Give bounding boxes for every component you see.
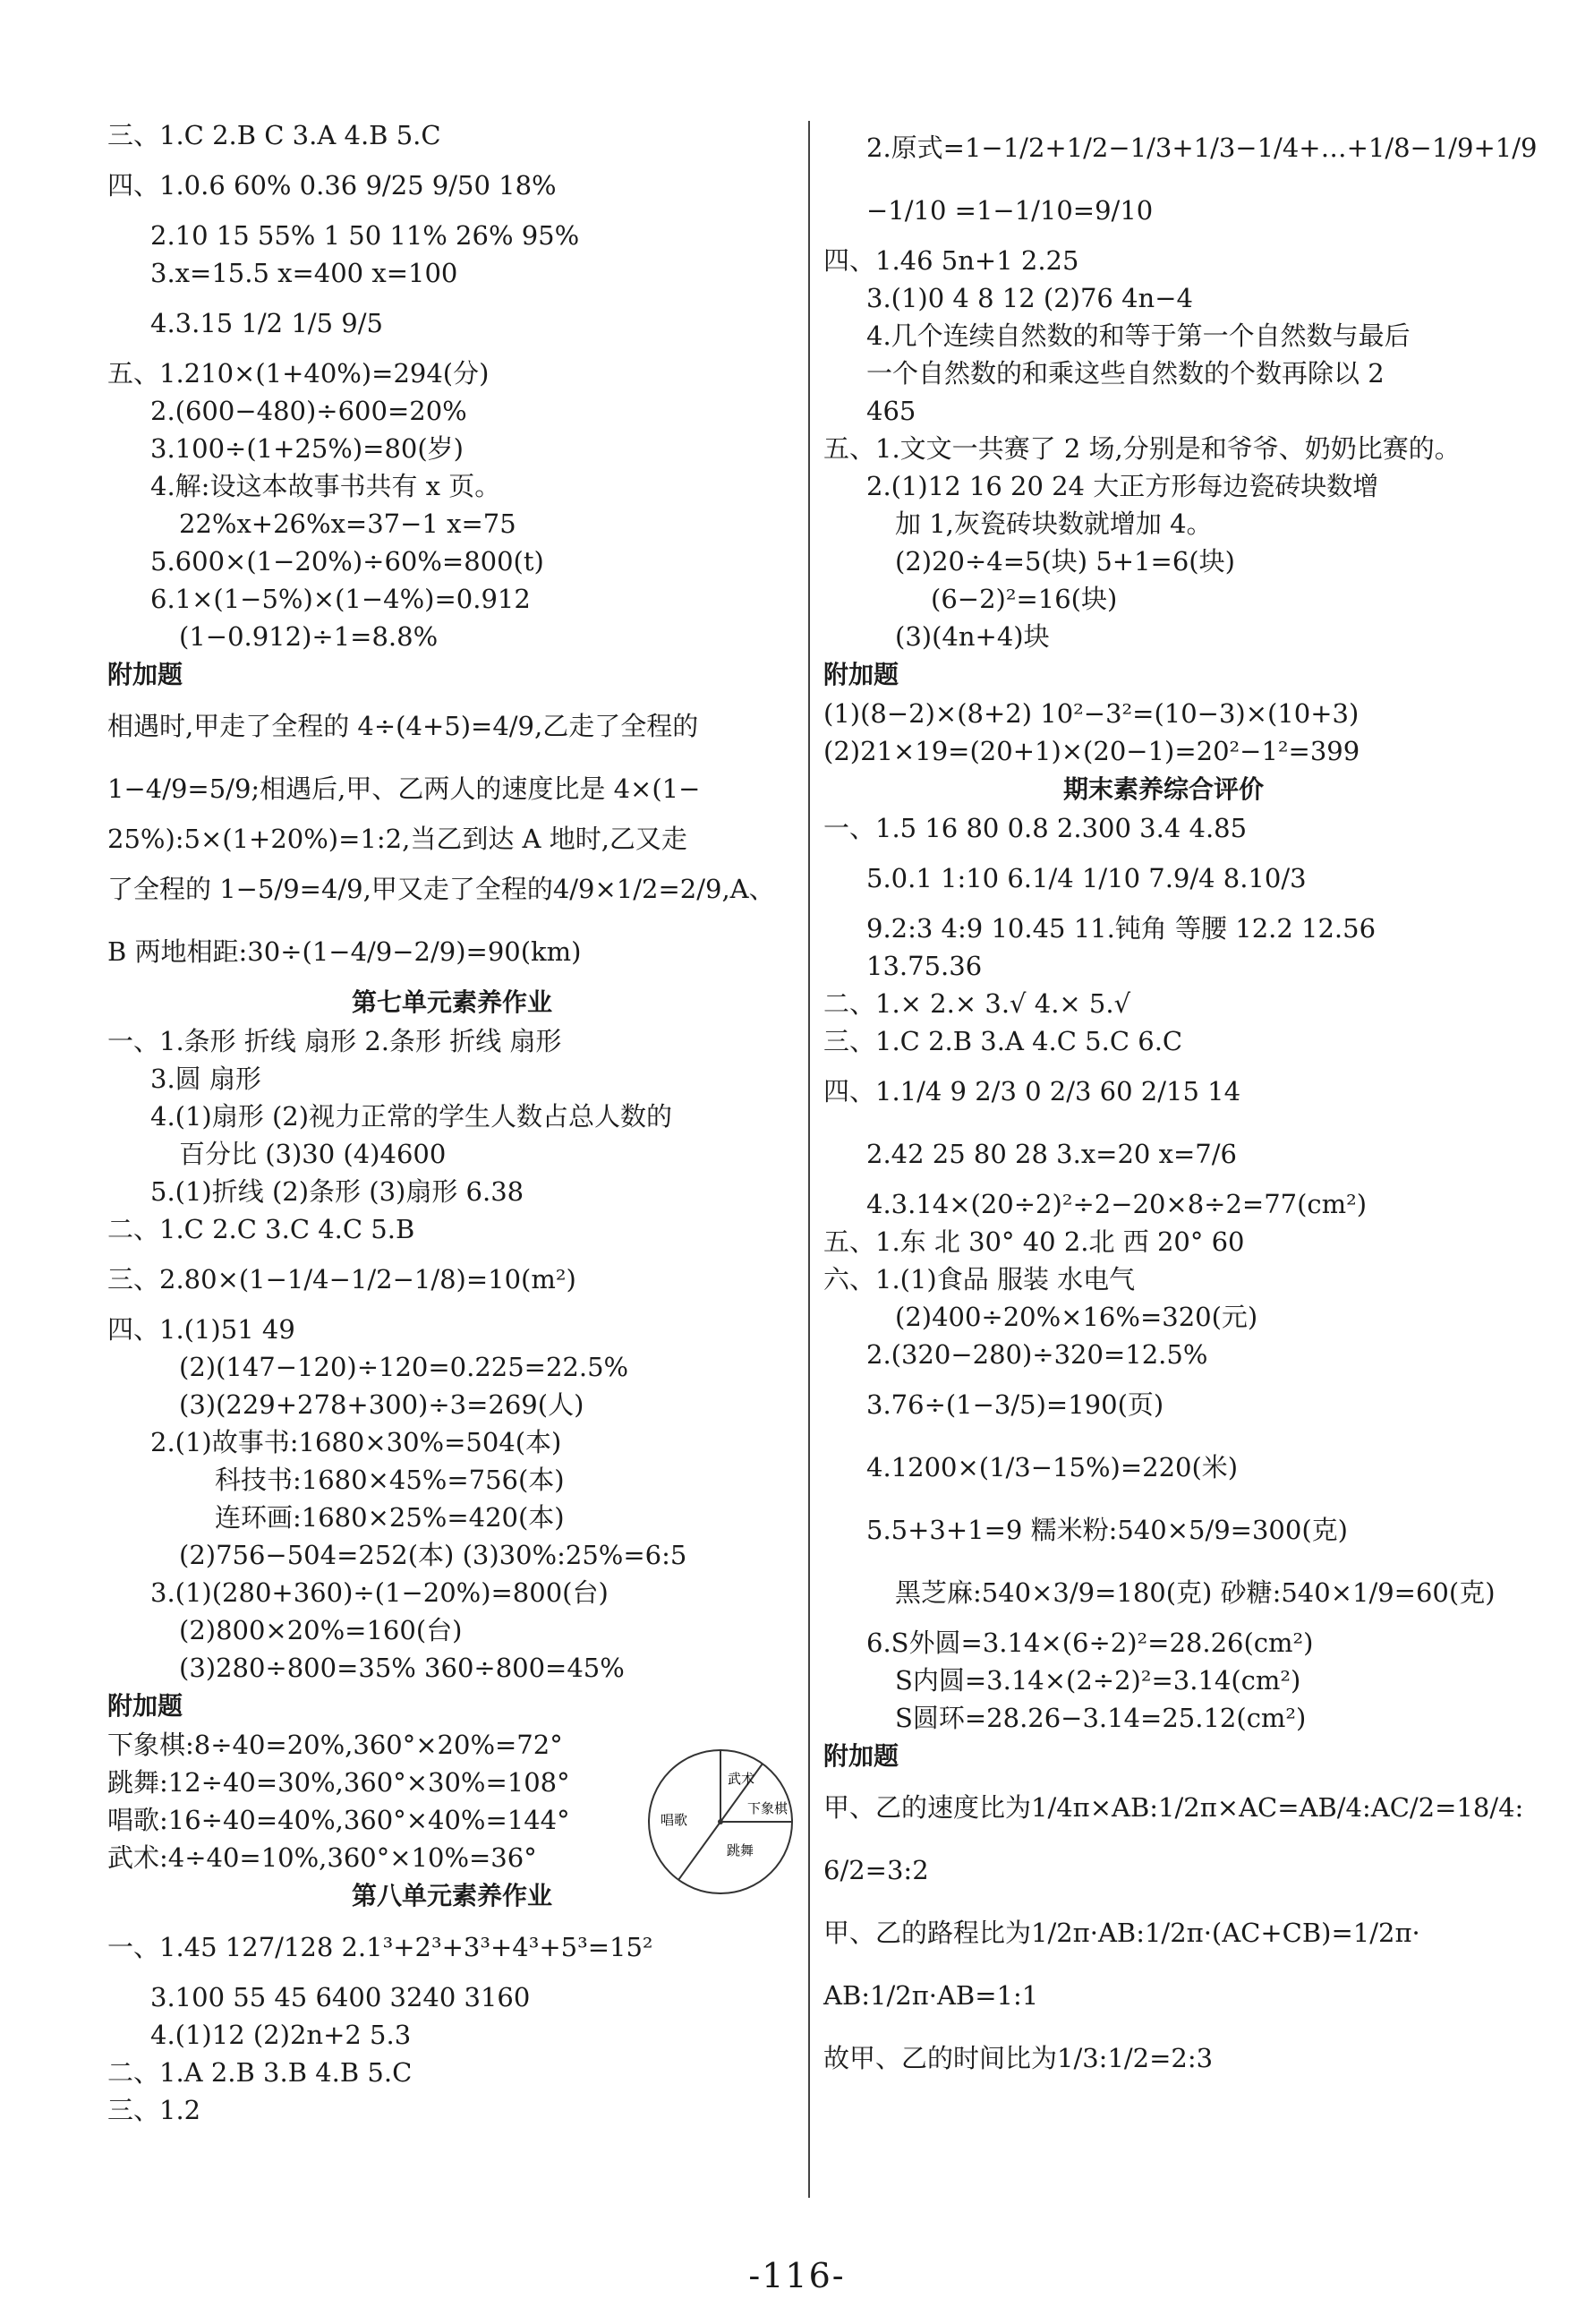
answer-line: 一个自然数的和乘这些自然数的个数再除以 2 — [866, 358, 1385, 389]
answer-line: 加 1,灰瓷砖块数就增加 4。 — [895, 508, 1213, 539]
answer-line: 3.(1)(280+360)÷(1−20%)=800(台) — [150, 1577, 609, 1608]
answer-line: 二、1.× 2.× 3.√ 4.× 5.√ — [823, 988, 1131, 1019]
answer-line: 6/2=3:2 — [823, 1855, 929, 1885]
answer-line: 故甲、乙的时间比为1/3:1/2=2:3 — [823, 2043, 1214, 2073]
answer-line: 跳舞:12÷40=30%,360°×30%=108° — [107, 1767, 570, 1798]
answer-line: S内圆=3.14×(2÷2)²=3.14(cm²) — [895, 1665, 1301, 1696]
answer-line: (2)800×20%=160(台) — [179, 1615, 463, 1645]
answer-line: 5.5+3+1=9 糯米粉:540×5/9=300(克) — [866, 1515, 1348, 1545]
answer-line: 五、1.文文一共赛了 2 场,分别是和爷爷、奶奶比赛的。 — [823, 433, 1461, 464]
answer-line: (2)756−504=252(本) (3)30%:25%=6:5 — [179, 1540, 687, 1570]
answer-line: 4.(1)扇形 (2)视力正常的学生人数占总人数的 — [150, 1101, 673, 1132]
answer-line: 百分比 (3)30 (4)4600 — [179, 1139, 447, 1169]
answer-line: −1/10 =1−1/10=9/10 — [866, 195, 1154, 226]
answer-line: 3.100÷(1+25%)=80(岁) — [150, 433, 464, 464]
answer-line: 了全程的 1−5/9=4/9,甲又走了全程的4/9×1/2=2/9,A、 — [107, 874, 775, 904]
column-divider — [808, 121, 810, 2198]
answer-line: 黑芝麻:540×3/9=180(克) 砂糖:540×1/9=60(克) — [895, 1577, 1496, 1608]
answer-line: 4.1200×(1/3−15%)=220(米) — [866, 1452, 1239, 1482]
answer-line: 一、1.45 127/128 2.1³+2³+3³+4³+5³=15² — [107, 1932, 653, 1962]
answer-line: 3.(1)0 4 8 12 (2)76 4n−4 — [866, 283, 1193, 313]
answer-line: 2.(1)故事书:1680×30%=504(本) — [150, 1427, 562, 1457]
answer-line: 三、1.C 2.B C 3.A 4.B 5.C — [107, 120, 441, 150]
answer-line: (2)20÷4=5(块) 5+1=6(块) — [895, 546, 1235, 577]
answer-line: (2)400÷20%×16%=320(元) — [895, 1302, 1258, 1332]
answer-line: 下象棋:8÷40=20%,360°×20%=72° — [107, 1730, 563, 1760]
answer-line: 五、1.东 北 30° 40 2.北 西 20° 60 — [823, 1226, 1245, 1257]
answer-line: 4.解:设这本故事书共有 x 页。 — [150, 471, 501, 501]
answer-line: (2)(147−120)÷120=0.225=22.5% — [179, 1352, 629, 1382]
answer-line: 三、1.2 — [107, 2095, 201, 2125]
answer-line: 3.100 55 45 6400 3240 3160 — [150, 1982, 531, 2012]
answer-line: 连环画:1680×25%=420(本) — [215, 1502, 565, 1533]
answer-line: 一、1.条形 折线 扇形 2.条形 折线 扇形 — [107, 1026, 562, 1056]
answer-line: (6−2)²=16(块) — [931, 584, 1118, 614]
answer-line: 2.原式=1−1/2+1/2−1/3+1/3−1/4+…+1/8−1/9+1/9 — [866, 132, 1538, 163]
answer-line: 6.1×(1−5%)×(1−4%)=0.912 — [150, 584, 531, 614]
page-number: -116- — [748, 2256, 846, 2295]
answer-line: 4.3.14×(20÷2)²÷2−20×8÷2=77(cm²) — [866, 1189, 1368, 1219]
answer-line: (3)280÷800=35% 360÷800=45% — [179, 1653, 625, 1683]
answer-line: 2.10 15 55% 1 50 11% 26% 95% — [150, 220, 580, 251]
answer-line: 相遇时,甲走了全程的 4÷(4+5)=4/9,乙走了全程的 — [107, 711, 699, 741]
answer-line: 5.(1)折线 (2)条形 (3)扇形 6.38 — [150, 1176, 524, 1207]
pie-divider-4 — [678, 1822, 720, 1880]
answer-line: S圆环=28.26−3.14=25.12(cm²) — [895, 1703, 1307, 1733]
answer-line: 四、1.0.6 60% 0.36 9/25 9/50 18% — [107, 170, 557, 201]
answer-line: 4.几个连续自然数的和等于第一个自然数与最后 — [866, 320, 1411, 351]
pie-label-wushu: 武术 — [728, 1771, 755, 1787]
answer-line: 二、1.C 2.C 3.C 4.C 5.B — [107, 1214, 415, 1244]
answer-line: 四、1.46 5n+1 2.25 — [823, 245, 1079, 276]
answer-line: 465 — [866, 396, 916, 426]
answer-line: 2.42 25 80 28 3.x=20 x=7/6 — [866, 1139, 1237, 1169]
answer-line: 四、1.(1)51 49 — [107, 1314, 295, 1345]
section-heading: 第七单元素养作业 — [351, 987, 552, 1017]
bonus-heading: 附加题 — [823, 660, 899, 689]
answer-line: 甲、乙的路程比为1/2π·AB:1/2π·(AC+CB)=1/2π· — [823, 1918, 1420, 1948]
section-heading: 期末素养综合评价 — [1062, 774, 1264, 804]
answer-line: 25%):5×(1+20%)=1:2,当乙到达 A 地时,乙又走 — [107, 824, 687, 854]
pie-chart — [644, 1746, 797, 1898]
answer-line: 9.2:3 4:9 10.45 11.钝角 等腰 12.2 12.56 — [866, 913, 1377, 944]
answer-line: 唱歌:16÷40=40%,360°×40%=144° — [107, 1805, 570, 1835]
answer-line: 5.600×(1−20%)÷60%=800(t) — [150, 546, 544, 577]
answer-line: 五、1.210×(1+40%)=294(分) — [107, 358, 490, 389]
answer-line: 3.76÷(1−3/5)=190(页) — [866, 1389, 1164, 1420]
answer-line: 1−4/9=5/9;相遇后,甲、乙两人的速度比是 4×(1− — [107, 773, 701, 804]
pie-label-changge: 唱歌 — [661, 1812, 688, 1828]
answer-line: 六、1.(1)食品 服装 水电气 — [823, 1264, 1136, 1294]
answer-line: 3.x=15.5 x=400 x=100 — [150, 258, 458, 288]
answer-line: 二、1.A 2.B 3.B 4.B 5.C — [107, 2057, 413, 2088]
pie-label-xiaxiangqi: 下象棋 — [747, 1800, 788, 1816]
answer-line: 甲、乙的速度比为1/4π×AB:1/2π×AC=AB/4:AC/2=18/4: — [823, 1792, 1524, 1823]
answer-line: 三、2.80×(1−1/4−1/2−1/8)=10(m²) — [107, 1264, 576, 1294]
answer-line: 13.75.36 — [866, 951, 983, 981]
answer-line: 一、1.5 16 80 0.8 2.300 3.4 4.85 — [823, 813, 1248, 843]
answer-line: 6.S外圆=3.14×(6÷2)²=28.26(cm²) — [866, 1628, 1314, 1658]
answer-line: B 两地相距:30÷(1−4/9−2/9)=90(km) — [107, 936, 582, 967]
answer-line: 5.0.1 1:10 6.1/4 1/10 7.9/4 8.10/3 — [866, 863, 1307, 893]
bonus-heading: 附加题 — [823, 1741, 899, 1771]
answer-line: (1−0.912)÷1=8.8% — [179, 621, 439, 652]
bonus-heading: 附加题 — [107, 1691, 183, 1721]
pie-label-tiaowu: 跳舞 — [727, 1842, 754, 1858]
right-column — [823, 116, 1538, 2089]
answer-line: 2.(1)12 16 20 24 大正方形每边瓷砖块数增 — [866, 471, 1379, 501]
answer-line: AB:1/2π·AB=1:1 — [823, 1980, 1039, 2011]
answer-line: (3)(4n+4)块 — [895, 621, 1050, 652]
answer-line: 4.(1)12 (2)2n+2 5.3 — [150, 2020, 412, 2050]
bonus-heading: 附加题 — [107, 660, 183, 689]
answer-line: (2)21×19=(20+1)×(20−1)=20²−1²=399 — [823, 736, 1360, 766]
answer-line: 2.(320−280)÷320=12.5% — [866, 1339, 1208, 1370]
answer-line: 三、1.C 2.B 3.A 4.C 5.C 6.C — [823, 1026, 1183, 1056]
answer-line: 22%x+26%x=37−1 x=75 — [179, 508, 516, 539]
answer-line: 3.圆 扇形 — [150, 1064, 261, 1094]
answer-line: 2.(600−480)÷600=20% — [150, 396, 467, 426]
answer-line: 武术:4÷40=10%,360°×10%=36° — [107, 1842, 537, 1873]
answer-line: 科技书:1680×45%=756(本) — [215, 1465, 565, 1495]
answer-line: (1)(8−2)×(8+2) 10²−3²=(10−3)×(10+3) — [823, 698, 1360, 729]
answer-line: 4.3.15 1/2 1/5 9/5 — [150, 308, 383, 338]
section-heading: 第八单元素养作业 — [351, 1881, 552, 1910]
answer-line: 四、1.1/4 9 2/3 0 2/3 60 2/15 14 — [823, 1076, 1241, 1106]
answer-line: (3)(229+278+300)÷3=269(人) — [179, 1389, 584, 1420]
